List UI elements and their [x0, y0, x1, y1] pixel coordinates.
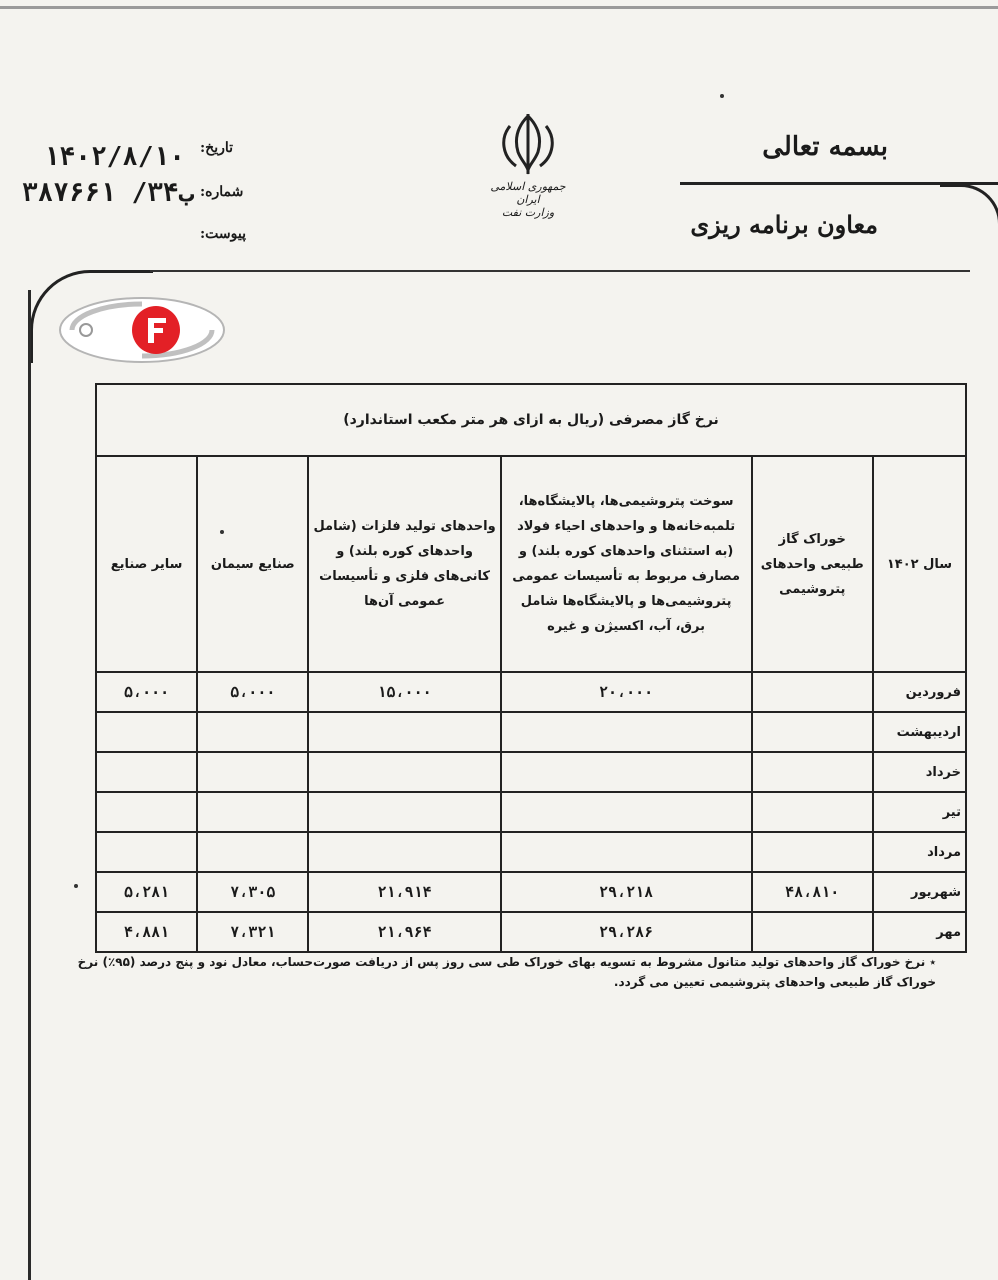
frame-left-line: [28, 290, 31, 1280]
value-cell: [308, 792, 500, 832]
date-label: تاریخ:: [200, 140, 234, 156]
value-cell: [752, 712, 873, 752]
department-title: معاون برنامه ریزی: [690, 210, 878, 239]
value-cell: ۱۵،۰۰۰: [308, 672, 500, 712]
value-cell: [197, 752, 308, 792]
table-row: [96, 832, 966, 872]
value-cell: ۲۰،۰۰۰: [501, 672, 752, 712]
month-cell: اردیبهشت: [873, 712, 966, 752]
gas-rate-table: [95, 383, 967, 953]
value-cell: [197, 712, 308, 752]
value-cell: [96, 792, 197, 832]
value-cell: ۷،۳۲۱: [197, 912, 308, 952]
table-row: [96, 912, 966, 952]
table-row: [96, 712, 966, 752]
column-header: سایر صنایع: [96, 456, 197, 672]
emblem-caption-country: جمهوری اسلامی ایران: [490, 180, 566, 206]
value-cell: ۵،۰۰۰: [197, 672, 308, 712]
number-value: ۳۸۷۶۶۱ /۳۴ب: [22, 178, 195, 208]
header-divider-curve: [940, 184, 998, 267]
column-header: صنایع سیمان: [197, 456, 308, 672]
value-cell: [501, 752, 752, 792]
value-cell: [308, 712, 500, 752]
month-cell: مرداد: [873, 832, 966, 872]
month-cell: فروردین: [873, 672, 966, 712]
scan-speck: [720, 94, 724, 98]
month-cell: خرداد: [873, 752, 966, 792]
month-cell: تیر: [873, 792, 966, 832]
value-cell: ۲۱،۹۱۴: [308, 872, 500, 912]
iran-emblem-icon: [488, 112, 568, 176]
emblem-caption-ministry: وزارت نفت: [501, 206, 555, 219]
value-cell: ۲۱،۹۶۴: [308, 912, 500, 952]
year-header: سال ۱۴۰۲: [873, 456, 966, 672]
emblem: [488, 112, 568, 219]
scan-speck: [220, 530, 224, 534]
value-cell: ۴۸،۸۱۰: [752, 872, 873, 912]
value-cell: [96, 832, 197, 872]
value-cell: [197, 832, 308, 872]
column-header: سوخت پتروشیمی‌ها، پالایشگاه‌ها، تلمبه‌خانه‌ها و واحدهای احیاء فولاد (به استثنای واحدهای کوره بلند) و مصارف مربوط به تأسیسات عمومی پتروشیمی‌ها و پالایشگاه‌ها شامل برق، آب، اکسیژن و غیره: [501, 456, 752, 672]
value-cell: [752, 912, 873, 952]
watermark-logo-icon: [58, 296, 226, 364]
value-cell: [96, 712, 197, 752]
table-row: [96, 752, 966, 792]
scan-edge-line: [0, 6, 998, 9]
table-row: [96, 672, 966, 712]
value-cell: [96, 752, 197, 792]
date-value: ۱۴۰۲/۸/۱۰: [44, 142, 185, 172]
month-cell: شهریور: [873, 872, 966, 912]
column-header: واحدهای تولید فلزات (شامل واحدهای کوره بلند) و کانی‌های فلزی و تأسیسات عمومی آن‌ها: [308, 456, 500, 672]
table-row: [96, 872, 966, 912]
value-cell: [308, 752, 500, 792]
value-cell: ۲۹،۲۱۸: [501, 872, 752, 912]
number-label: شماره:: [200, 184, 244, 200]
value-cell: [501, 712, 752, 752]
value-cell: [752, 672, 873, 712]
basmala: بسمه تعالی: [762, 132, 888, 162]
value-cell: [752, 832, 873, 872]
value-cell: [752, 752, 873, 792]
value-cell: ۲۹،۲۸۶: [501, 912, 752, 952]
table-title: نرخ گاز مصرفی (ریال به ازای هر متر مکعب استاندارد): [96, 384, 966, 456]
value-cell: ۴،۸۸۱: [96, 912, 197, 952]
scan-speck: [74, 884, 78, 888]
column-header: خوراک گاز طبیعی واحدهای پتروشیمی: [752, 456, 873, 672]
value-cell: [501, 832, 752, 872]
table-row: [96, 792, 966, 832]
value-cell: [501, 792, 752, 832]
table-footnote: ٭ نرخ خوراک گاز واحدهای تولید متانول مشروط به تسویه بهای خوراک طی سی روز پس از دریافت صورت‌حساب، معادل نود و پنج درصد (۹۵٪) نرخ خوراک گاز طبیعی واحدهای پتروشیمی تعیین می گردد.: [77, 955, 936, 989]
value-cell: [197, 792, 308, 832]
month-cell: مهر: [873, 912, 966, 952]
value-cell: [308, 832, 500, 872]
value-cell: ۵،۰۰۰: [96, 672, 197, 712]
attachment-label: پیوست:: [200, 226, 246, 242]
value-cell: ۷،۳۰۵: [197, 872, 308, 912]
frame-top-line: [150, 270, 970, 272]
value-cell: [752, 792, 873, 832]
value-cell: ۵،۲۸۱: [96, 872, 197, 912]
